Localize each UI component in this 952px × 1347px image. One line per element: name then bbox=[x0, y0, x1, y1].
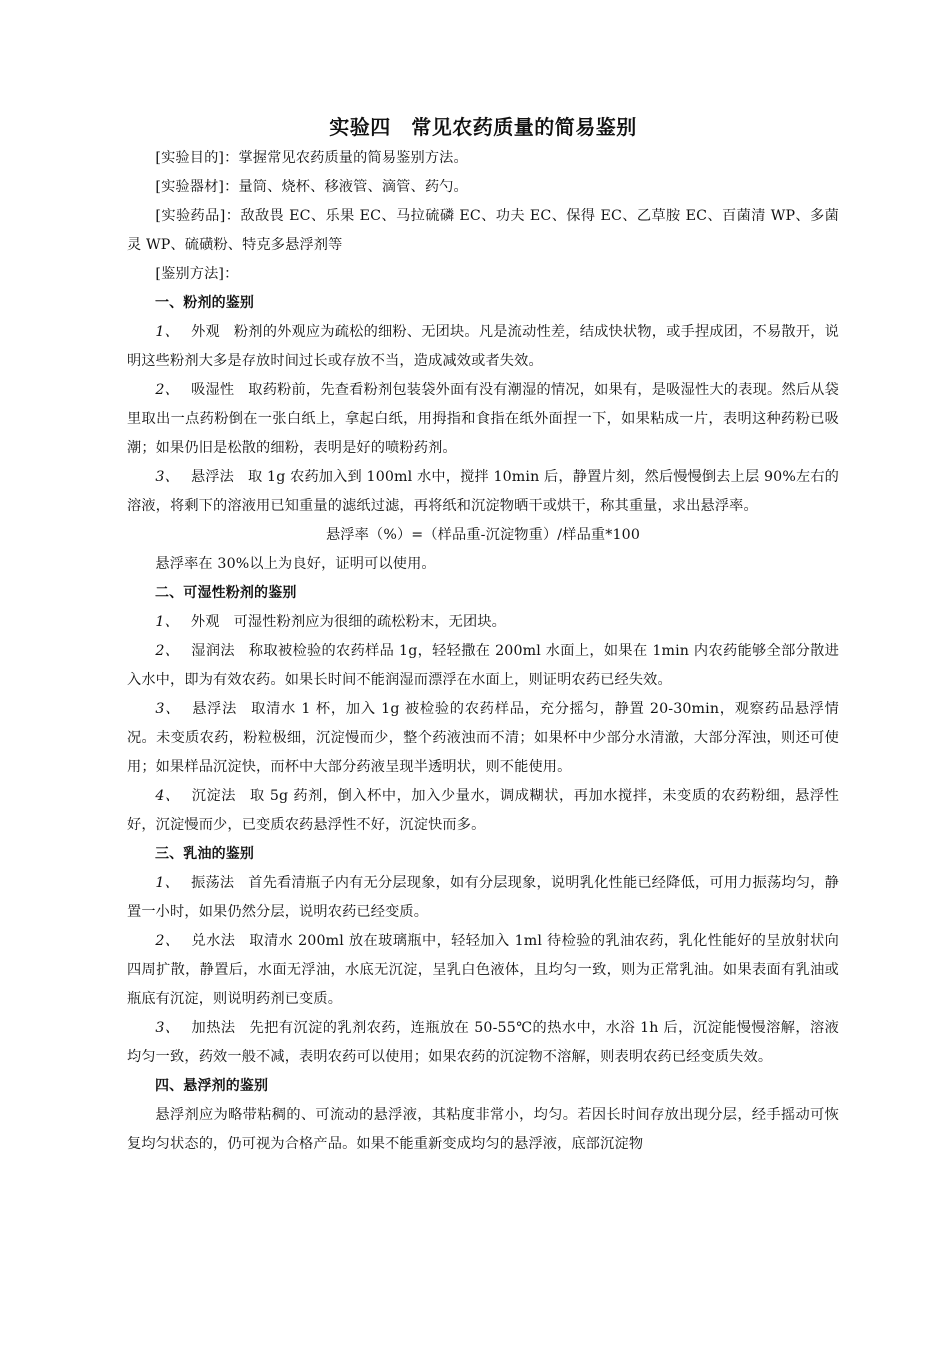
item-term: 悬浮法 bbox=[192, 701, 238, 717]
list-item bbox=[127, 637, 839, 695]
section-heading-suspension-concentrate: 四、悬浮剂的鉴别 bbox=[155, 1078, 269, 1094]
item-number: 1、 bbox=[155, 614, 179, 630]
document-page bbox=[127, 112, 839, 1159]
item-term: 外观 bbox=[191, 324, 220, 340]
item-number: 4、 bbox=[155, 788, 180, 804]
methods-label: [鉴别方法]： bbox=[155, 266, 239, 282]
item-text: 称取被检验的农药样品 1g，轻轻撒在 200ml 水面上，如果在 1min 内农药能够全部分散进入水中，即为有效农药。如果长时间不能润湿而漂浮在水面上，则证明农药已经失效。 bbox=[127, 643, 840, 688]
chemicals-paragraph: [实验药品]：敌敌畏 EC、乐果 EC、马拉硫磷 EC、功夫 EC、保得 EC、乙草胺 EC、百菌清 WP、多菌灵 WP、硫磺粉、特克多悬浮剂等 bbox=[127, 208, 839, 253]
item-term: 湿润法 bbox=[191, 643, 235, 659]
list-item bbox=[127, 782, 839, 840]
suspension-rate-formula: 悬浮率（%）=（样品重-沉淀物重）/样品重*100 bbox=[325, 527, 641, 543]
page-title: 实验四 常见农药质量的简易鉴别 bbox=[329, 115, 637, 139]
item-term: 外观 bbox=[190, 614, 220, 630]
item-term: 吸湿性 bbox=[191, 382, 235, 398]
item-text: 取药粉前，先查看粉剂包装袋外面有没有潮湿的情况，如果有，是吸湿性大的表现。然后从袋里取出一点药粉倒在一张白纸上，拿起白纸，用拇指和食指在纸外面捏一下，如果粘成一片，表明这种药粉已吸潮；如果仍旧是松散的细粉，表明是好的喷粉药剂。 bbox=[127, 382, 840, 456]
item-number: 3、 bbox=[155, 469, 179, 485]
purpose-paragraph: [实验目的]：掌握常见农药质量的简易鉴别方法。 bbox=[155, 150, 468, 166]
item-term: 振荡法 bbox=[191, 875, 235, 891]
equipment-paragraph: [实验器材]：量筒、烧杯、移液管、滴管、药勺。 bbox=[155, 179, 468, 195]
item-term: 悬浮法 bbox=[190, 469, 234, 485]
list-item bbox=[127, 695, 839, 782]
section-heading-powder: 一、粉剂的鉴别 bbox=[155, 295, 255, 311]
item-number: 1、 bbox=[155, 324, 180, 340]
item-term: 兑水法 bbox=[191, 933, 236, 949]
item-text: 取清水 200ml 放在玻璃瓶中，轻轻加入 1ml 待检验的乳油农药，乳化性能好的呈放射状向四周扩散，静置后，水面无浮油，水底无沉淀，呈乳白色液体，且均匀一致，则为正常乳油。如果表面有乳油或瓶底有沉淀，则说明药剂已变质。 bbox=[127, 933, 840, 1007]
item-text: 粉剂的外观应为疏松的细粉、无团块。凡是流动性差，结成快状物，或手捏成团，不易散开，说明这些粉剂大多是存放时间过长或存放不当，造成减效或者失效。 bbox=[127, 324, 840, 369]
item-number: 3、 bbox=[155, 1020, 180, 1036]
list-item bbox=[127, 927, 839, 1014]
list-item bbox=[127, 869, 839, 927]
item-number: 2、 bbox=[155, 643, 180, 659]
suspension-concentrate-paragraph: 悬浮剂应为略带粘稠的、可流动的悬浮液，其粘度非常小，均匀。若因长时间存放出现分层，经手摇动可恢复均匀状态的，仍可视为合格产品。如果不能重新变成均匀的悬浮液，底部沉淀物 bbox=[127, 1107, 839, 1152]
item-number: 3、 bbox=[155, 701, 181, 717]
section-heading-wettable-powder: 二、可湿性粉剂的鉴别 bbox=[155, 585, 297, 601]
list-item bbox=[127, 608, 839, 637]
item-text: 取 1g 农药加入到 100ml 水中，搅拌 10min 后，静置片刻，然后慢慢倒去上层 90%左右的溶液，将剩下的溶液用已知重量的滤纸过滤，再将纸和沉淀物晒干或烘干，称其重量，求出悬浮率。 bbox=[127, 469, 840, 514]
item-text: 首先看清瓶子内有无分层现象，如有分层现象，说明乳化性能已经降低，可用力振荡均匀，静置一小时，如果仍然分层，说明农药已经变质。 bbox=[127, 875, 840, 920]
suspension-rate-note: 悬浮率在 30%以上为良好，证明可以使用。 bbox=[155, 556, 436, 572]
item-text: 取清水 1 杯，加入 1g 被检验的农药样品，充分摇匀，静置 20-30min，观察药品悬浮情况。未变质农药，粉粒极细，沉淀慢而少，整个药液浊而不清；如果杯中少部分水清澈，大部分浑浊，则还可使用；如果样品沉淀快，而杯中大部分药液呈现半透明状，则不能使用。 bbox=[127, 701, 840, 775]
list-item bbox=[127, 376, 839, 463]
item-text: 可湿性粉剂应为很细的疏松粉末，无团块。 bbox=[233, 614, 507, 630]
item-number: 2、 bbox=[155, 933, 180, 949]
item-term: 沉淀法 bbox=[191, 788, 237, 804]
item-text: 取 5g 药剂，倒入杯中，加入少量水，调成糊状，再加水搅拌，未变质的农药粉细，悬浮性好，沉淀慢而少，已变质农药悬浮性不好，沉淀快而多。 bbox=[127, 788, 839, 833]
item-text: 先把有沉淀的乳剂农药，连瓶放在 50-55℃的热水中，水浴 1h 后，沉淀能慢慢溶解，溶液均匀一致，药效一般不减，表明农药可以使用；如果农药的沉淀物不溶解，则表明农药已经变质失效。 bbox=[127, 1020, 840, 1065]
item-number: 2、 bbox=[155, 382, 180, 398]
section-heading-emulsifiable-concentrate: 三、乳油的鉴别 bbox=[155, 846, 255, 862]
item-number: 1、 bbox=[155, 875, 180, 891]
list-item bbox=[127, 1014, 839, 1072]
list-item bbox=[127, 318, 839, 376]
list-item bbox=[127, 463, 839, 521]
item-term: 加热法 bbox=[191, 1020, 236, 1036]
